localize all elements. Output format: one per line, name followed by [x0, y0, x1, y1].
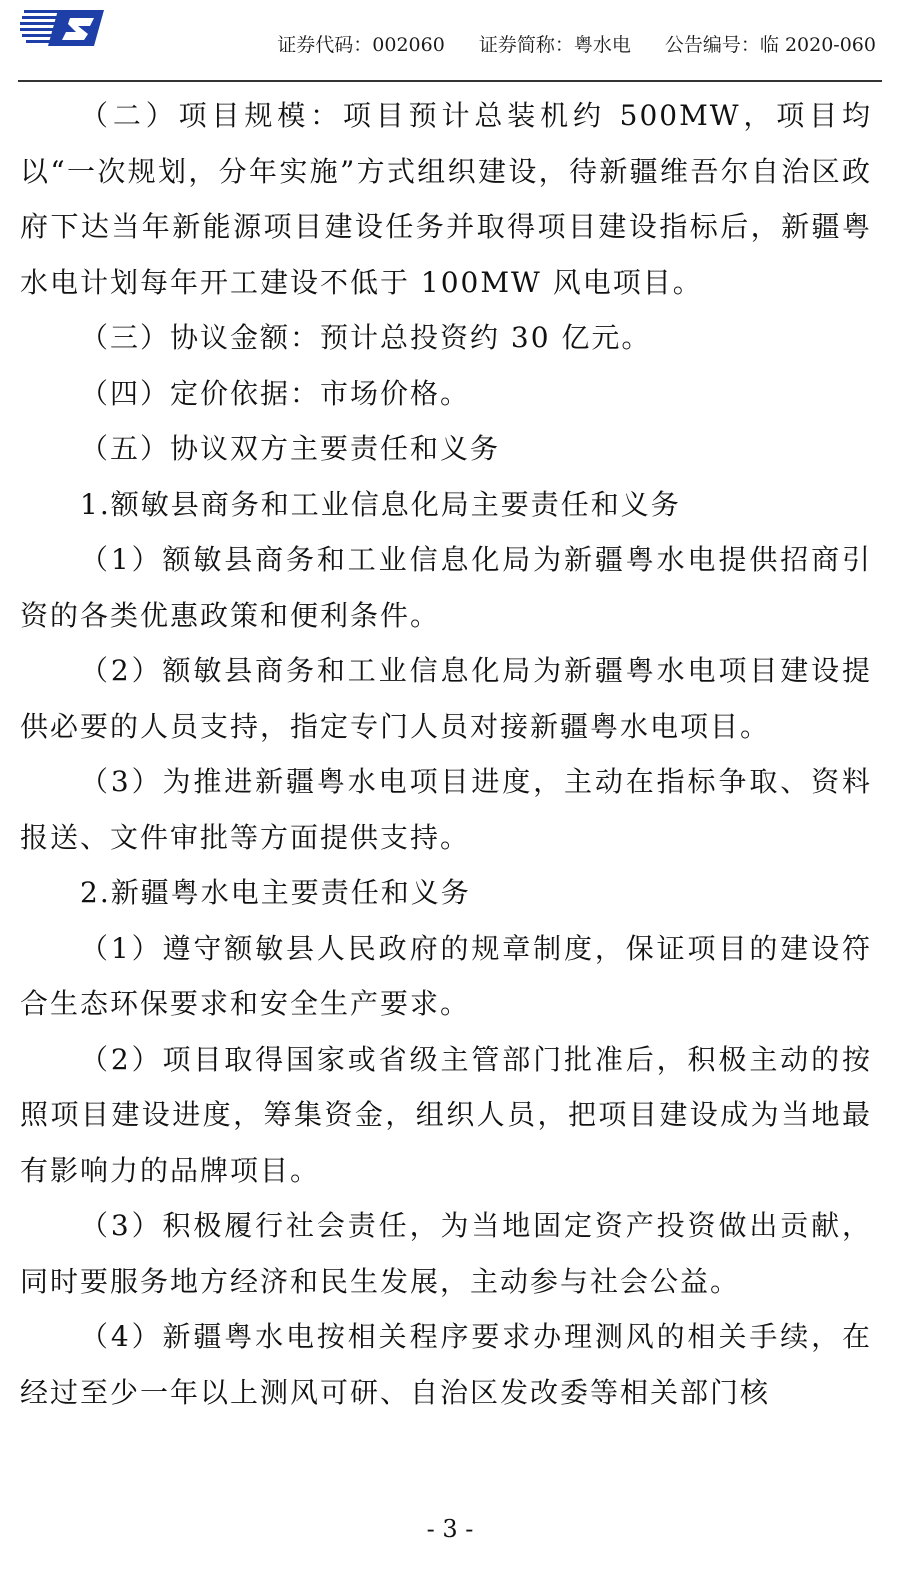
paragraph-pricing-basis: （四）定价依据：市场价格。 [80, 376, 471, 410]
paragraph-responsibilities-heading: （五）协议双方主要责任和义务 [80, 432, 501, 465]
page-number: - 3 - [426, 1515, 474, 1543]
document-body [20, 88, 872, 1420]
company-logo [18, 6, 108, 50]
header-info [249, 30, 876, 57]
paragraph-company-item-1: （1）遵守额敏县人民政府的规章制度，保证项目的建设符合生态环保要求和安全生产要求。 [20, 931, 872, 1020]
paragraph-bureau-item-3: （3）为推进新疆粤水电项目进度，主动在指标争取、资料报送、文件审批等方面提供支持。 [20, 765, 872, 854]
paragraph-bureau-heading: 1.额敏县商务和工业信息化局主要责任和义务 [80, 487, 681, 521]
header-divider [18, 80, 882, 82]
paragraph-bureau-item-2: （2）额敏县商务和工业信息化局为新疆粤水电项目建设提供必要的人员支持，指定专门人员对接新疆粤水电项目。 [20, 654, 872, 743]
paragraph-agreement-amount: （三）协议金额：预计总投资约 30 亿元。 [80, 321, 652, 354]
paragraph-company-item-2: （2）项目取得国家或省级主管部门批准后，积极主动的按照项目建设进度，筹集资金，组织人员，把项目建设成为当地最有影响力的品牌项目。 [20, 1042, 872, 1187]
announcement-number: 公告编号：临 2020-060 [664, 34, 876, 56]
stock-code: 证券代码：002060 [277, 34, 445, 56]
paragraph-bureau-item-1: （1）额敏县商务和工业信息化局为新疆粤水电提供招商引资的各类优惠政策和便利条件。 [20, 543, 872, 632]
paragraph-project-scale: （二）项目规模：项目预计总装机约 500MW，项目均以“一次规划，分年实施”方式组织建设，待新疆维吾尔自治区政府下达当年新能源项目建设任务并取得项目建设指标后，新疆粤水电计划每年开工建设不低于 100MW 风电项目。 [20, 99, 872, 299]
paragraph-company-item-4: （4）新疆粤水电按相关程序要求办理测风的相关手续，在经过至少一年以上测风可研、自治区发改委等相关部门核 [20, 1320, 872, 1409]
paragraph-company-heading: 2.新疆粤水电主要责任和义务 [80, 876, 471, 909]
document-header [0, 0, 900, 86]
paragraph-company-item-3: （3）积极履行社会责任，为当地固定资产投资做出贡献，同时要服务地方经济和民生发展，主动参与社会公益。 [20, 1209, 872, 1298]
stock-abbreviation: 证券简称：粤水电 [478, 34, 631, 56]
